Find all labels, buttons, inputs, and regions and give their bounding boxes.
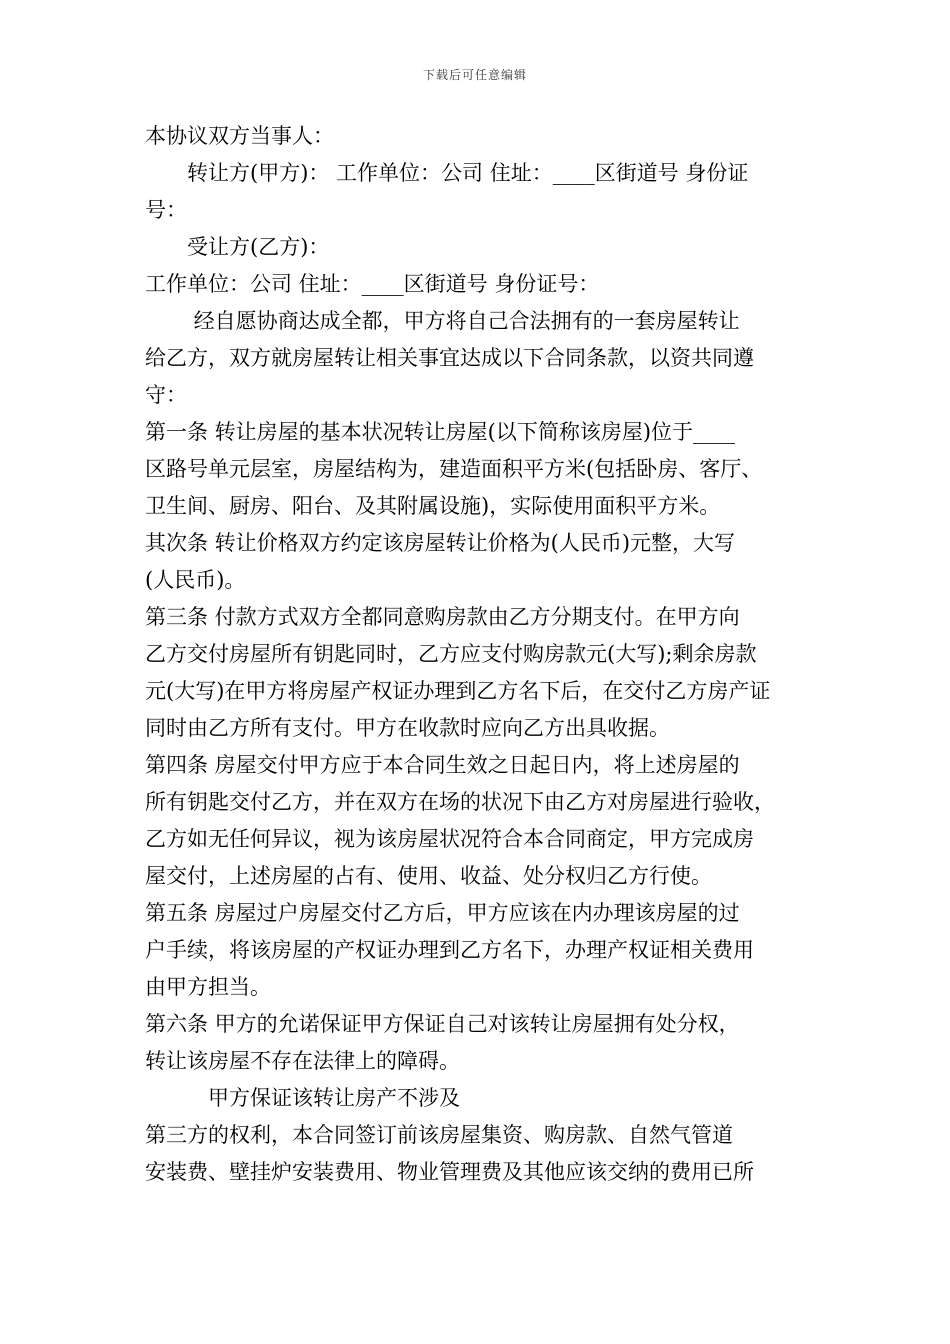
paragraph-line: 其次条 转让价格双方约定该房屋转让价格为(人民币)元整，大写 (145, 531, 736, 555)
paragraph-line: 安装费、壁挂炉安装费用、物业管理费及其他应该交纳的费用已所 (145, 1160, 754, 1184)
page-header: 下载后可任意编辑 (422, 68, 527, 82)
paragraph-line: 给乙方，双方就房屋转让相关事宜达成以下合同条款，以资共同遵 (145, 346, 754, 370)
paragraph-line: 区路号单元层室，房屋结构为，建造面积平方米(包括卧房、客厅、 (145, 457, 763, 481)
document-body (145, 118, 810, 1191)
paragraph-line: 元(大写)在甲方将房屋产权证办理到乙方名下后，在交付乙方房产证 (145, 679, 771, 703)
paragraph-line: 乙方交付房屋所有钥匙同时，乙方应支付购房款元(大写);剩余房款 (145, 642, 757, 666)
paragraph-line: 第一条 转让房屋的基本状况转让房屋(以下简称该房屋)位于____ (145, 420, 736, 444)
paragraph-line: 由甲方担当。 (145, 975, 271, 999)
paragraph-line: 守： (145, 383, 187, 407)
paragraph-line: 号： (145, 198, 187, 222)
paragraph-line: 工作单位：公司 住址：____区街道号 身份证号： (145, 272, 600, 296)
paragraph-line: 转让该房屋不存在法律上的障碍。 (145, 1049, 460, 1073)
paragraph-line: 第三方的权利，本合同签订前该房屋集资、购房款、自然气管道 (145, 1123, 733, 1147)
paragraph-line: 甲方保证该转让房产不涉及 (145, 1086, 460, 1110)
paragraph-line: 转让方(甲方)： 工作单位：公司 住址：____区街道号 身份证 (145, 161, 749, 185)
paragraph-line: 本协议双方当事人： (145, 124, 334, 148)
paragraph-line: 第五条 房屋过户房屋交付乙方后，甲方应该在内办理该房屋的过 (145, 901, 740, 925)
paragraph-line: 受让方(乙方)： (145, 235, 330, 259)
paragraph-line: 第三条 付款方式双方全都同意购房款由乙方分期支付。在甲方向 (145, 605, 740, 629)
paragraph-line: 乙方如无任何异议，视为该房屋状况符合本合同商定，甲方完成房 (145, 827, 754, 851)
paragraph-line: 所有钥匙交付乙方，并在双方在场的状况下由乙方对房屋进行验收， (145, 790, 775, 814)
paragraph-line: 同时由乙方所有支付。甲方在收款时应向乙方出具收据。 (145, 716, 670, 740)
paragraph-line: 第四条 房屋交付甲方应于本合同生效之日起日内，将上述房屋的 (145, 753, 740, 777)
paragraph-line: 户手续，将该房屋的产权证办理到乙方名下，办理产权证相关费用 (145, 938, 754, 962)
paragraph-line: 屋交付，上述房屋的占有、使用、收益、处分权归乙方行使。 (145, 864, 712, 888)
paragraph-line: 卫生间、厨房、阳台、及其附属设施)，实际使用面积平方米。 (145, 494, 721, 518)
paragraph-line: (人民币)。 (145, 568, 246, 592)
paragraph-line: 第六条 甲方的允诺保证甲方保证自己对该转让房屋拥有处分权， (145, 1012, 740, 1036)
paragraph-line: 经自愿协商达成全都，甲方将自己合法拥有的一套房屋转让 (145, 309, 740, 333)
